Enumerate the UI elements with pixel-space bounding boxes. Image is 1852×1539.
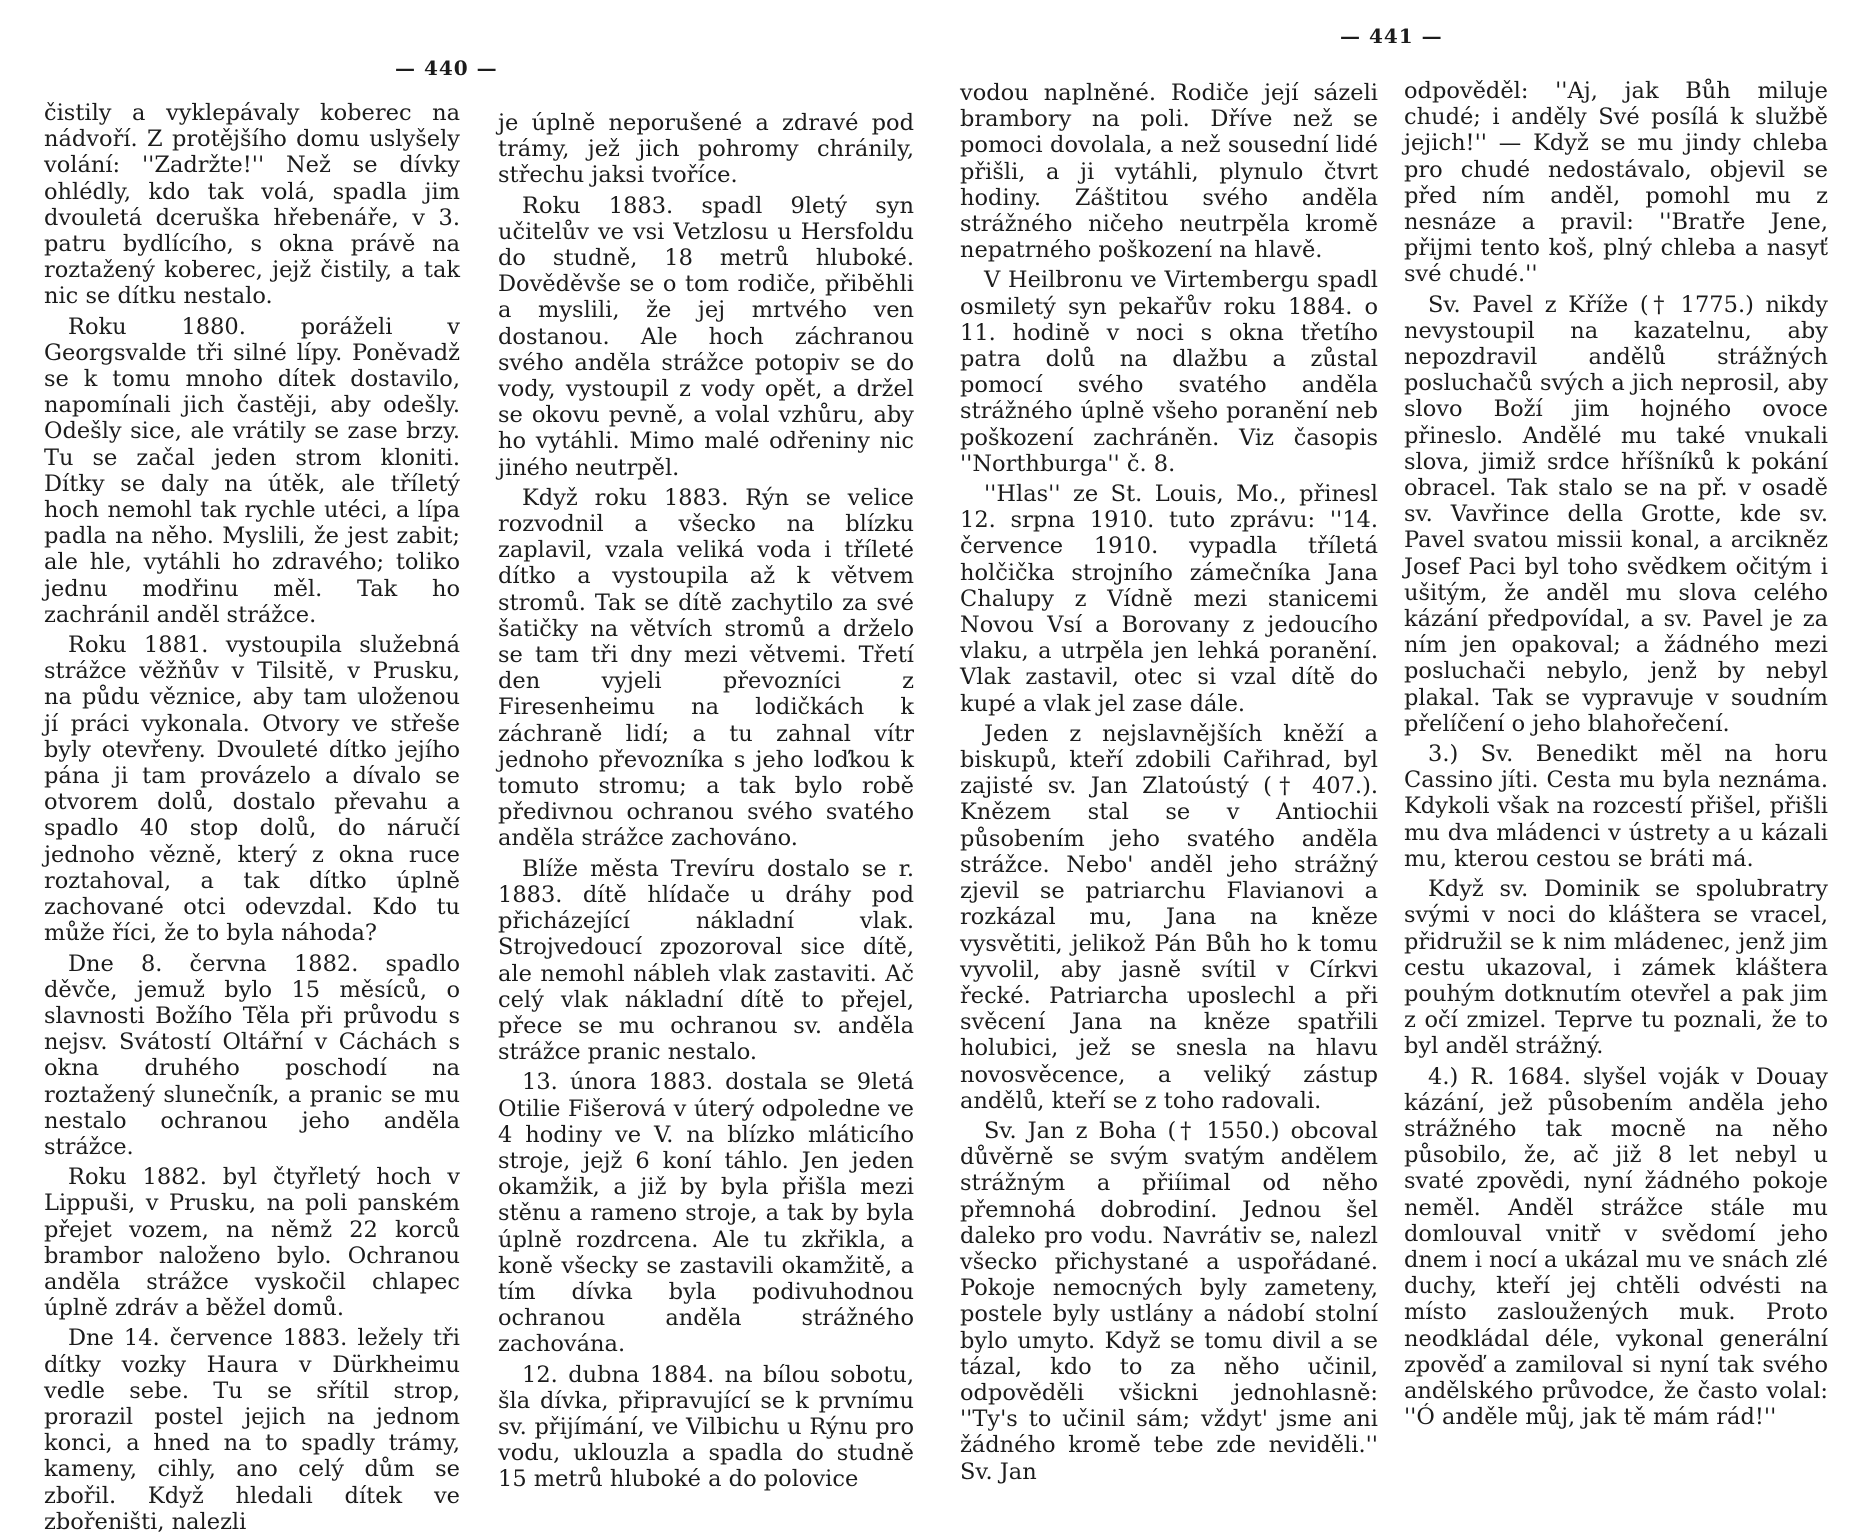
left-page-column-1 [44, 100, 460, 1539]
paragraph: 3.) Sv. Benedikt měl na horu Cassino jíti. Cesta mu byla neznáma. Kdykoli však na rozcestí přišel, přišli mu dva mládenci v ústrety a u kázali mu, kterou cestou se bráti má. [1404, 741, 1828, 872]
paragraph: Když roku 1883. Rýn se velice rozvodnil a všecko na blízku zaplavil, vzala veliká voda i tříleté dítko a vystoupila až k větvem stromů. Tak se dítě zachytilo za své šatičky na větvích stromů a drželo se tam tři dny mezi větvemi. Třetí den vyjeli převozníci z Firesenheimu na lodičkách k záchraně lidí; a tu zahnal vítr jednoho převozníka s jeho loďkou k tomuto stromu; a tak bylo robě předivnou ochranou svého svatého anděla strážce zachováno. [498, 484, 914, 852]
paragraph: Roku 1883. spadl 9letý syn učitelův ve vsi Vetzlosu u Hersfoldu do studně, 18 metrů hluboké. Dověděvše se o tom rodiče, přiběhli a myslili, že jej mrtvého ven dostanou. Ale hoch záchranou svého anděla strážce potopiv se do vody, vystoupil z vody opět, a držel se okovu pevně, a volal vzhůru, aby ho vytáhli. Mimo malé odřeniny nic jiného neutrpěl. [498, 192, 914, 481]
right-page-column-1 [960, 80, 1378, 1489]
paragraph: V Heilbronu ve Virtembergu spadl osmiletý syn pekařův roku 1884. o 11. hodině v noci s okna třetího patra dolů na dlažbu a zůstal pomocí svého svatého anděla strážného úplně všeho poranění neb poškození zachráněn. Viz časopis ''Northburga'' č. 8. [960, 267, 1378, 477]
right-page-column-2 [1404, 78, 1828, 1434]
paragraph: 12. dubna 1884. na bílou sobotu, šla dívka, připravující se k prvnímu sv. přijímání, ve Vilbichu u Rýnu pro vodu, uklouzla a spadla do studně 15 metrů hluboké a do polovice [498, 1361, 914, 1493]
paragraph: Jeden z nejslavnějších kněží a biskupů, kteří zdobili Cařihrad, byl zajisté sv. Jan Zlatoústý († 407.). Knězem stal se v Antiochii působením jeho svatého anděla strážce. Nebo' anděl jeho strážný zjevil se patriarchu Flavianovi a rozkázal mu, Jana na kněze vysvětiti, jelikož Pán Bůh ho k tomu vyvolil, aby jasně svítil v Církvi řecké. Patriarcha uposlechl a při svěcení Jana na kněze spatřili holubici, jež se snesla na hlavu novosvěcence, a veliký zástup andělů, kteří se z toho radovali. [960, 720, 1378, 1114]
paragraph: čistily a vyklepávaly koberec na nádvoří. Z protějšího domu uslyšely volání: ''Zadržte!'' Než se dívky ohlédly, kdo tak volá, spadla jim dvouletá dceruška hřebenáře, v 3. patru bydlícího, s okna právě na roztažený koberec, jejž čistily, a tak nic se dítku nestalo. [44, 100, 460, 310]
paragraph: Sv. Pavel z Kříže († 1775.) nikdy nevystoupil na kazatelnu, aby nepozdravil andělů strážných posluchačů svých a jich neprosil, aby slovo Boží jim hojného ovoce přineslo. Andělé mu také vnukali slova, jimiž srdce hříšníků k pokání obracel. Tak stalo se na př. v osadě sv. Vavřince della Grotte, kde sv. Pavel svatou missii konal, a arcikněz Josef Paci byl toho svědkem očitým i ušitým, že anděl mu slova celého kázání předpovídal, a sv. Pavel je za ním jen opakoval; a žádného mezi posluchači nebylo, jenž by nebyl plakal. Tak se vypravuje v soudním přelíčení o jeho blahořečení. [1404, 291, 1828, 737]
paragraph: 4.) R. 1684. slyšel voják v Douay kázání, jež působením anděla jeho strážného tak mocně na něho působilo, že, ač již 8 let nebyl u svaté zpovědi, nyní žádného pokoje neměl. Anděl strážce stále mu domlouval vnitř v svědomí jeho dnem i nocí a ukázal mu ve snách zlé duchy, kteří jej chtěli odvésti na místo zasloužených muk. Proto neodkládal déle, vykonal generální zpověď a zamiloval si nyní tak svého andělského průvodce, že často volal: ''Ó anděle můj, jak tě mám rád!'' [1404, 1063, 1828, 1431]
paragraph: Blíže města Trevíru dostalo se r. 1883. dítě hlídače u dráhy pod přicházející nákladní vlak. Strojvedoucí zpozoroval sice dítě, ale nemohl nábleh vlak zastaviti. Ač celý vlak nákladní dítě to přejel, přece se mu ochranou sv. anděla strážce pranic nestalo. [498, 855, 914, 1066]
paragraph: Dne 14. července 1883. ležely tři dítky vozky Haura v Dürkheimu vedle sebe. Tu se sřítil strop, prorazil postel jejich na jednom konci, a hned na to spadly trámy, kameny, cihly, ano celý dům se zbořil. Když hledali dítek ve zbořeništi, nalezli [44, 1325, 460, 1535]
paragraph: Dne 8. června 1882. spadlo děvče, jemuž bylo 15 měsíců, o slavnosti Božího Těla při průvodu s nejsv. Svátostí Oltářní v Cáchách s okna druhého poschodí na roztažený slunečník, a pranic se mu nestalo ochranou jeho anděla strážce. [44, 950, 460, 1160]
paragraph: Když sv. Dominik se spolubratry svými v noci do kláštera se vracel, přidružil se k nim mládenec, jenž jim cestu ukazoval, i zámek kláštera pouhým dotknutím otevřel a pak jim z očí zmizel. Teprve tu poznali, že to byl anděl strážný. [1404, 876, 1828, 1060]
paragraph: odpověděl: ''Aj, jak Bůh miluje chudé; i anděly Své posílá k službě jejich!'' — Když se mu jindy chleba pro chudé nedostávalo, objevil se před ním anděl, pomohl mu z nesnáze a pravil: ''Bratře Jene, přijmi tento koš, plný chleba a nasyť své chudé.'' [1404, 78, 1828, 288]
paragraph: ''Hlas'' ze St. Louis, Mo., přinesl 12. srpna 1910. tuto zprávu: ''14. července 1910. vypadla tříletá holčička strojního zámečníka Jana Chalupy z Vídně mezi stanicemi Novou Vsí a Borovany z jedoucího vlaku, a utrpěla jen lehká poranění. Vlak zastavil, otec si vzal dítě do kupé a vlak jel zase dále. [960, 481, 1378, 717]
paragraph: je úplně neporušené a zdravé pod trámy, jež jich pohromy chránily, střechu jaksi tvoříce. [498, 110, 914, 189]
page-number-right: — 441 — [1340, 24, 1443, 48]
page-number-left: — 440 — [395, 56, 498, 80]
paragraph: vodou naplněné. Rodiče její sázeli brambory na poli. Dříve než se pomoci dovolala, a než sousední lidé přišli, a ji vytáhli, plynulo čtvrt hodiny. Záštitou svého anděla strážného ničeho neutrpěla kromě nepatrného poškození na hlavě. [960, 80, 1378, 264]
paragraph: Roku 1881. vystoupila služebná strážce věžňův v Tilsitě, v Prusku, na půdu věznice, aby tam uloženou jí práci vykonala. Otvory ve střeše byly otevřeny. Dvouleté dítko jejího pána ji tam provázelo a dívalo se otvorem dolů, dostalo převahu a spadlo 40 stop dolů, do náručí jednoho vězně, který z okna ruce roztahoval, a tak dítko úplně zachované otci odevzdal. Kdo tu může říci, že to byla náhoda? [44, 632, 460, 947]
paragraph: 13. února 1883. dostala se 9letá Otilie Fišerová v úterý odpoledne ve 4 hodiny ve V. na blízko mláticího stroje, jejž 6 koní táhlo. Jen jeden okamžik, a již by byla přišla mezi stěnu a rameno stroje, a tak by byla úplně rozdrcena. Ale tu zkřikla, a koně všecky se zastavili okamžitě, a tím dívka byla podivuhodnou ochranou anděla strážného zachována. [498, 1069, 914, 1358]
paragraph: Roku 1882. byl čtyřletý hoch v Lippuši, v Prusku, na poli panském přejet vozem, na němž 22 korců brambor naloženo bylo. Ochranou anděla strážce vyskočil chlapec úplně zdráv a běžel domů. [44, 1164, 460, 1322]
paragraph: Sv. Jan z Boha († 1550.) obcoval důvěrně se svým svatým andělem strážným a přiíimal od něho přemnohá dobrodiní. Jednou šel daleko pro vodu. Navrátiv se, nalezl všecko přichystané a uspořádané. Pokoje nemocných byly zameteny, postele byly ustlány a nádobí stolní bylo umyto. Když se tomu divil a se tázal, kdo to za něho učinil, odpověděli všickni jednohlasně: ''Ty's to učinil sám; vždyt' jsme ani žádného kromě tebe zde neviděli.'' Sv. Jan [960, 1117, 1378, 1485]
paragraph: Roku 1880. poráželi v Georgsvalde tři silné lípy. Poněvadž se k tomu mnoho dítek dostavilo, napomínali jich častěji, aby odešly. Odešly sice, ale vrátily se zase brzy. Tu se začal jeden strom kloniti. Dítky se daly na útěk, ale tříletý hoch nemohl tak rychle utéci, a lípa padla na něho. Myslili, že jest zabit; ale hle, vytáhli ho zdravého; toliko jednu modřinu měl. Tak ho zachránil anděl strážce. [44, 313, 460, 628]
left-page-column-2 [498, 110, 914, 1497]
